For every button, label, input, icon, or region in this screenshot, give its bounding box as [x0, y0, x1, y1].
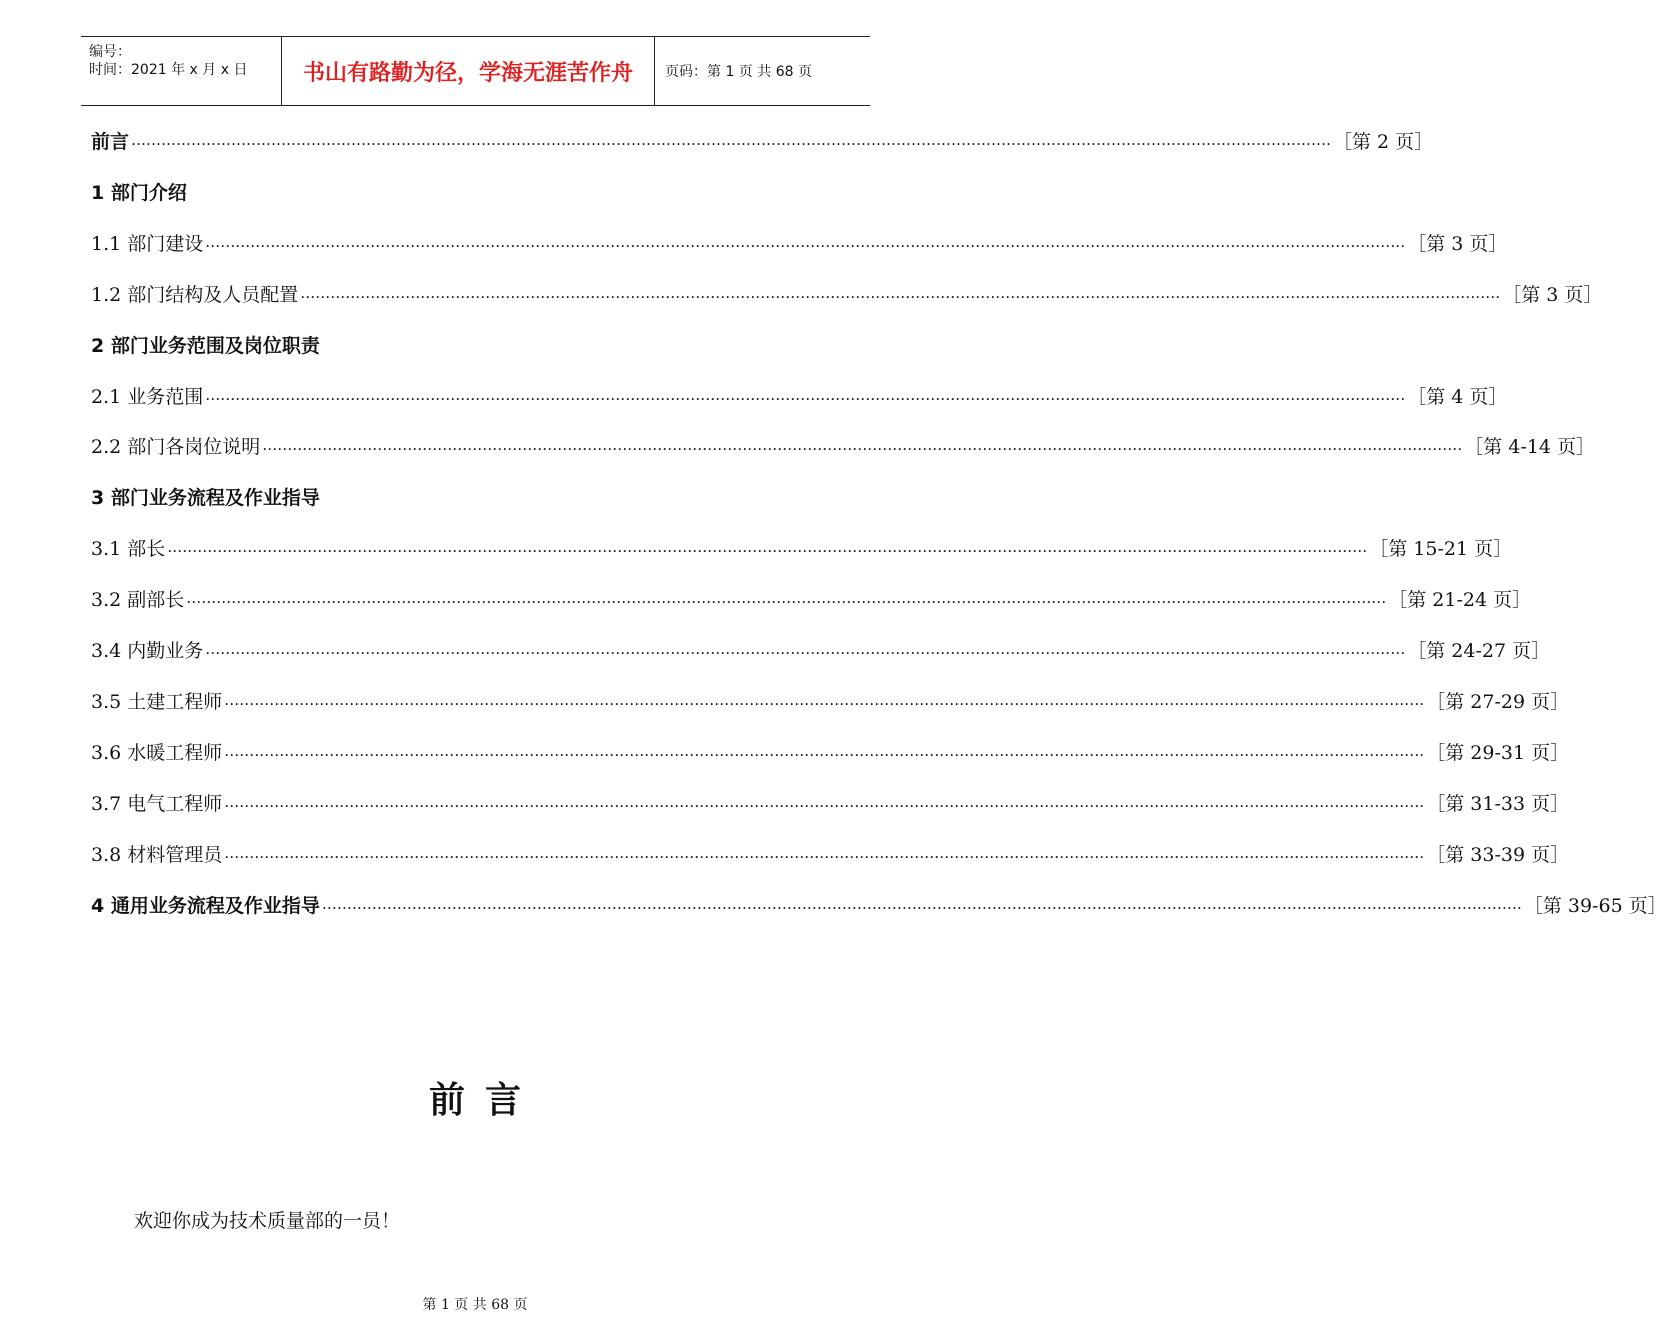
toc-leader-dots: …………………………………………………………………………………………………………………………………………………………………………………………………………………… — [321, 895, 1522, 913]
toc-entry[interactable] — [91, 228, 1508, 256]
toc-leader-dots: …………………………………………………………………………………………………………………………………………………………………………………………………………………… — [205, 233, 1406, 251]
toc-entry-page: ［第 4 页］ — [1407, 385, 1508, 408]
page-footer: 第 1 页 共 68 页 — [422, 1297, 528, 1313]
toc-leader-dots: …………………………………………………………………………………………………………………………………………………………………………………………………………………… — [224, 742, 1425, 760]
preface-title: 前言 — [428, 1080, 541, 1121]
toc-entry-label: 1 部门介绍 — [91, 181, 187, 204]
toc-entry-page: ［第 4-14 页］ — [1464, 435, 1596, 458]
toc-leader-dots: …………………………………………………………………………………………………………………………………………………………………………………………………………………… — [205, 640, 1406, 658]
toc-entry-label: 4 通用业务流程及作业指导 — [91, 894, 320, 917]
header-meta-cell — [81, 37, 282, 105]
toc-entry-page: ［第 29-31 页］ — [1426, 741, 1570, 764]
toc-entry[interactable] — [91, 126, 1434, 154]
toc-entry[interactable] — [91, 737, 1570, 765]
toc-entry-page: ［第 39-65 页］ — [1523, 894, 1667, 917]
toc-entry[interactable] — [91, 686, 1570, 714]
document-date-label: 时间：2021 年 x 月 x 日 — [89, 62, 248, 78]
toc-leader-dots: …………………………………………………………………………………………………………………………………………………………………………………………………………………… — [167, 538, 1368, 556]
toc-entry-label: 3 部门业务流程及作业指导 — [91, 486, 320, 509]
toc-entry[interactable] — [91, 890, 1667, 918]
toc-entry[interactable] — [91, 177, 821, 205]
toc-entry-page: ［第 3 页］ — [1502, 283, 1603, 306]
toc-entry[interactable] — [91, 330, 821, 358]
header-motto: 书山有路勤为径，学海无涯苦作舟 — [282, 37, 655, 105]
toc-entry-label: 3.7 电气工程师 — [91, 792, 223, 815]
toc-entry[interactable] — [91, 381, 1508, 409]
toc-entry[interactable] — [91, 533, 1513, 561]
toc-entry[interactable] — [91, 279, 1603, 307]
toc-entry[interactable] — [91, 635, 1551, 663]
toc-entry-label: 3.4 内勤业务 — [91, 639, 204, 662]
toc-entry-label: 3.2 副部长 — [91, 588, 185, 611]
toc-leader-dots: …………………………………………………………………………………………………………………………………………………………………………………………………………………… — [131, 131, 1332, 149]
toc-leader-dots: …………………………………………………………………………………………………………………………………………………………………………………………………………………… — [186, 589, 1387, 607]
toc-entry[interactable] — [91, 839, 1570, 867]
toc-entry-label: 1.2 部门结构及人员配置 — [91, 283, 299, 306]
toc-leader-dots: …………………………………………………………………………………………………………………………………………………………………………………………………………………… — [300, 284, 1501, 302]
toc-entry-label: 3.1 部长 — [91, 537, 166, 560]
toc-leader-dots: …………………………………………………………………………………………………………………………………………………………………………………………………………………… — [224, 844, 1425, 862]
toc-entry-label: 2.2 部门各岗位说明 — [91, 435, 261, 458]
header-page-info: 页码：第 1 页 共 68 页 — [665, 64, 812, 80]
toc-entry[interactable] — [91, 482, 821, 510]
toc-entry[interactable] — [91, 431, 1596, 459]
welcome-text: 欢迎你成为技术质量部的一员！ — [134, 1210, 401, 1232]
toc-entry[interactable] — [91, 584, 1532, 612]
toc-entry-page: ［第 33-39 页］ — [1426, 843, 1570, 866]
toc-leader-dots: …………………………………………………………………………………………………………………………………………………………………………………………………………………… — [224, 691, 1425, 709]
toc-entry-page: ［第 31-33 页］ — [1426, 792, 1570, 815]
toc-entry-label: 1.1 部门建设 — [91, 232, 204, 255]
document-number-label: 编号： — [89, 44, 131, 60]
toc-leader-dots: …………………………………………………………………………………………………………………………………………………………………………………………………………………… — [262, 436, 1463, 454]
toc-entry-label: 3.5 土建工程师 — [91, 690, 223, 713]
toc-entry-label: 2 部门业务范围及岗位职责 — [91, 334, 320, 357]
toc-entry-page: ［第 2 页］ — [1333, 130, 1434, 153]
toc-entry-page: ［第 24-27 页］ — [1407, 639, 1551, 662]
toc-entry-page: ［第 27-29 页］ — [1426, 690, 1570, 713]
toc-leader-dots: …………………………………………………………………………………………………………………………………………………………………………………………………………………… — [205, 386, 1406, 404]
toc-entry-page: ［第 3 页］ — [1407, 232, 1508, 255]
toc-entry-label: 前言 — [91, 130, 130, 153]
toc-entry-page: ［第 15-21 页］ — [1369, 537, 1513, 560]
toc-entry-label: 3.6 水暖工程师 — [91, 741, 223, 764]
toc-entry-label: 2.1 业务范围 — [91, 385, 204, 408]
toc-entry[interactable] — [91, 788, 1570, 816]
document-header — [81, 36, 870, 106]
toc-entry-page: ［第 21-24 页］ — [1388, 588, 1532, 611]
toc-entry-label: 3.8 材料管理员 — [91, 843, 223, 866]
toc-leader-dots: …………………………………………………………………………………………………………………………………………………………………………………………………………………… — [224, 793, 1425, 811]
